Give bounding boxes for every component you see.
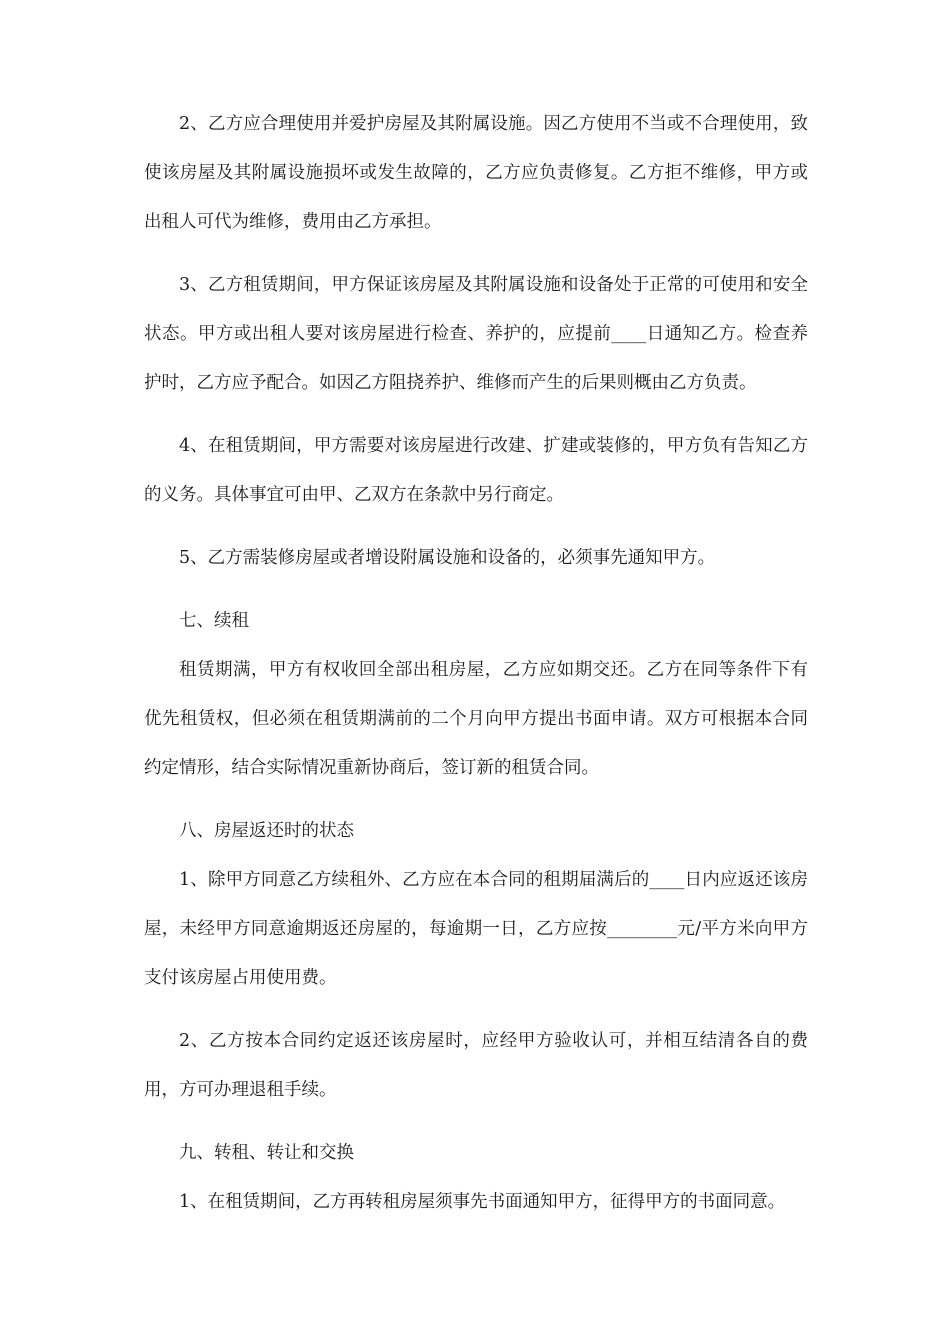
clause-6-5: 5、乙方需装修房屋或者增设附属设施和设备的，必须事先通知甲方。 — [179, 548, 716, 568]
clause-9-1: 1、在租赁期间，乙方再转租房屋须事先书面通知甲方，征得甲方的书面同意。 — [179, 1192, 786, 1212]
clause-8-1: 1、除甲方同意乙方续租外、乙方应在本合同的租期届满后的____日内应返还该房屋，未经甲方同意逾期返还房屋的，每逾期一日，乙方应按________元/平方米向甲方支付该房屋占用使用费。 — [144, 870, 808, 988]
clause-6-4: 4、在租赁期间，甲方需要对该房屋进行改建、扩建或装修的，甲方负有告知乙方的义务。具体事宜可由甲、乙双方在条款中另行商定。 — [144, 436, 808, 505]
section-heading-renewal: 七、续租 — [179, 611, 249, 631]
clause-6-2: 2、乙方应合理使用并爱护房屋及其附属设施。因乙方使用不当或不合理使用，致使该房屋及其附属设施损坏或发生故障的，乙方应负责修复。乙方拒不维修，甲方或出租人可代为维修，费用由乙方承担。 — [144, 114, 808, 232]
document-page — [144, 100, 808, 1241]
clause-6-3: 3、乙方租赁期间，甲方保证该房屋及其附属设施和设备处于正常的可使用和安全状态。甲方或出租人要对该房屋进行检查、养护的，应提前____日通知乙方。检查养护时，乙方应予配合。如因乙方阻挠养护、维修而产生的后果则概由乙方负责。 — [144, 275, 808, 393]
section-heading-sublease: 九、转租、转让和交换 — [179, 1143, 354, 1163]
renewal-paragraph: 租赁期满，甲方有权收回全部出租房屋，乙方应如期交还。乙方在同等条件下有优先租赁权，但必须在租赁期满前的二个月向甲方提出书面申请。双方可根据本合同约定情形，结合实际情况重新协商后，签订新的租赁合同。 — [144, 660, 808, 778]
clause-8-2: 2、乙方按本合同约定返还该房屋时，应经甲方验收认可，并相互结清各自的费用，方可办理退租手续。 — [144, 1031, 808, 1100]
section-heading-return-state: 八、房屋返还时的状态 — [179, 821, 354, 841]
